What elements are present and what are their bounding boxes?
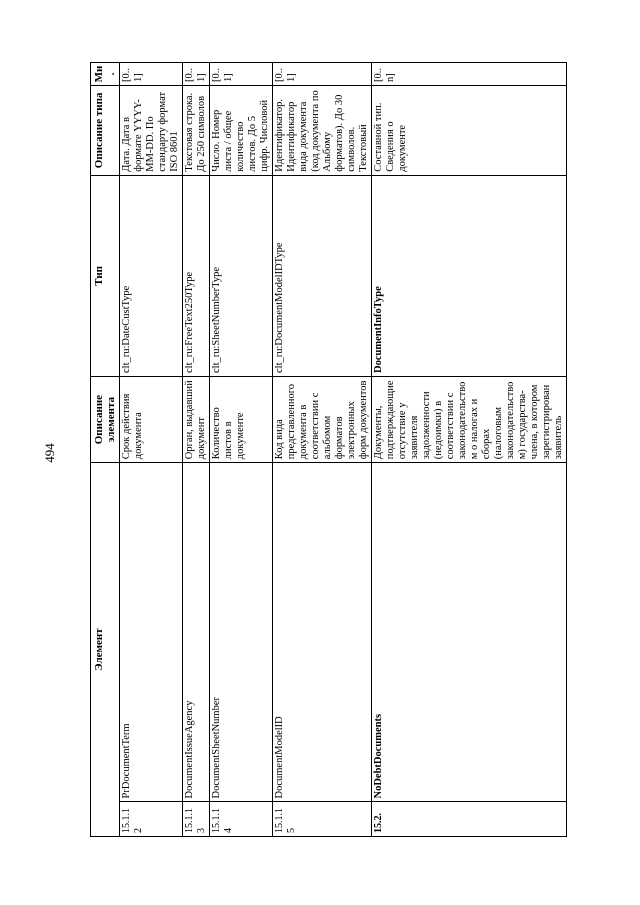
header-type-description: Описание типа [91, 86, 120, 176]
header-element: Элемент [91, 463, 120, 837]
table-row [372, 63, 567, 837]
element-name: DocumentModelID [273, 463, 372, 802]
row-number: 15.1.15 [273, 802, 372, 837]
row-number: 15.1.12 [120, 802, 183, 837]
table-row [273, 63, 372, 837]
type-description: Текстовая строка. До 250 символов [183, 86, 210, 176]
element-name: NoDebtDocuments [372, 463, 567, 802]
multiplicity: [0..1] [210, 63, 273, 86]
rotated-page [90, 62, 635, 837]
element-type: clt_ru:DocumentModelIDType [273, 175, 372, 376]
element-description: Срок действия документа [120, 376, 183, 462]
type-description: Составной тип. Сведения о документе [372, 86, 567, 176]
multiplicity: [0..n] [372, 63, 567, 86]
element-table [90, 62, 567, 837]
element-name: DocumentIssueAgency [183, 463, 210, 802]
table-header-row [91, 63, 120, 837]
element-description: Документы, подтверждающие отсутствие у заявителя задолженности (недоимки) в соответствии с законодательством о налогах и сборах (налоговым законодательством) государства-члена, в котором зарегистрирован заявитель [372, 376, 567, 462]
type-description: Дата. Дата в формате YYYY-MM-DD. По стандарту формат ISO 8601 [120, 86, 183, 176]
multiplicity: [0..1] [120, 63, 183, 86]
header-type: Тип [91, 175, 120, 376]
element-type: clt_ru:DateCustType [120, 175, 183, 376]
multiplicity: [0..1] [183, 63, 210, 86]
type-description: Идентификатор. Идентификатор вида документа (код документа по Альбому форматов). До 30 символов. Текстовый [273, 86, 372, 176]
type-description: Число. Номер листа / общее количество листов. До 5 цифр. Числовой [210, 86, 273, 176]
table-row [183, 63, 210, 837]
element-type: clt_ru:FreeText250Type [183, 175, 210, 376]
element-type: DocumentInfoType [372, 175, 567, 376]
header-min: Ми . [91, 63, 120, 86]
row-number: 15.1.13 [183, 802, 210, 837]
element-description: Код вида представленного документа в соответствии с альбомом форматов электронных форм документов [273, 376, 372, 462]
table-row [120, 63, 183, 837]
element-name: DocumentSheetNumber [210, 463, 273, 802]
element-type: clt_ru:SheetNumberType [210, 175, 273, 376]
row-number: 15.2. [372, 802, 567, 837]
table-row [210, 63, 273, 837]
header-description: Описание элемента [91, 376, 120, 462]
element-description: Орган, выдавший документ [183, 376, 210, 462]
multiplicity: [0..1] [273, 63, 372, 86]
row-number: 15.1.14 [210, 802, 273, 837]
page-number: 494 [42, 443, 57, 463]
element-name: PrDocumentTerm [120, 463, 183, 802]
element-description: Количество листов в документе [210, 376, 273, 462]
